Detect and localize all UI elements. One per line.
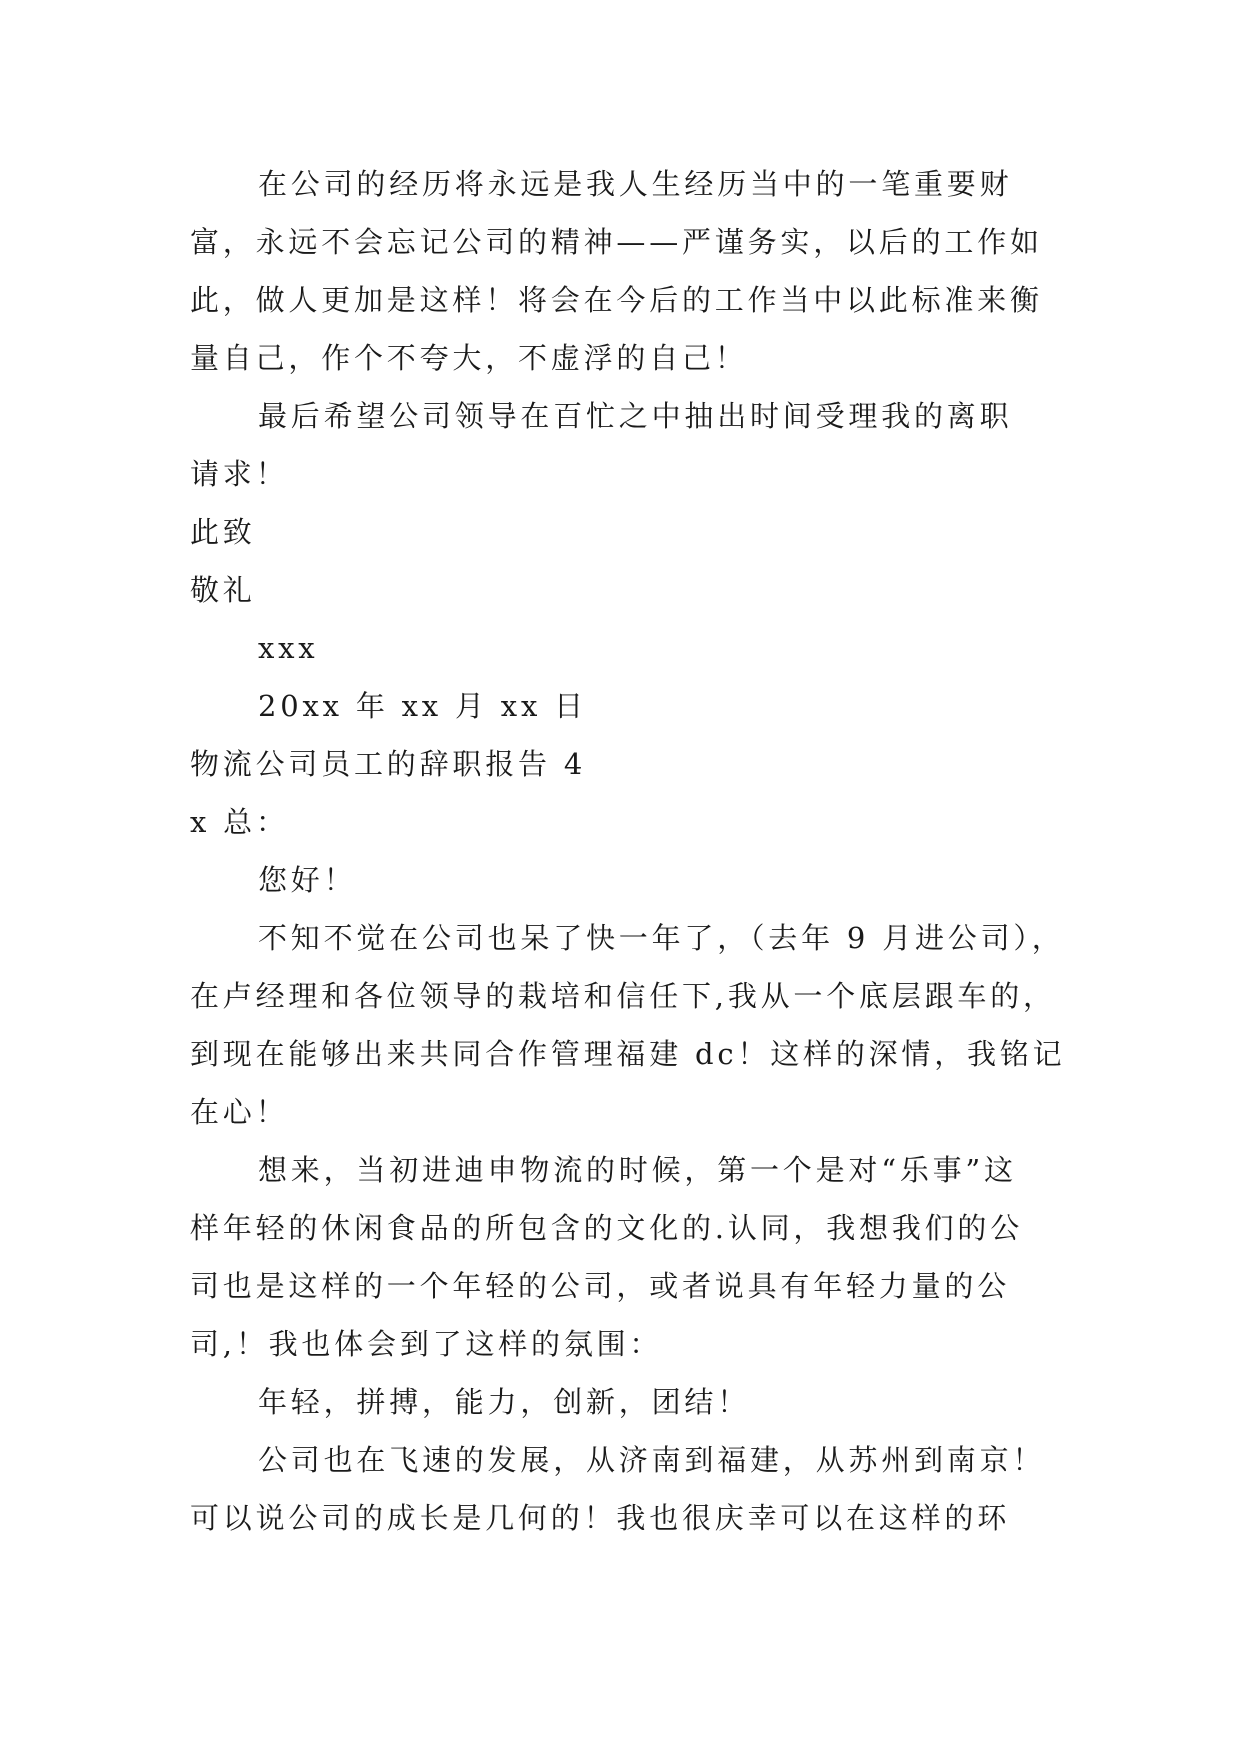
paragraph-line: 年轻，拼搏，能力，创新，团结！ [258,1385,751,1419]
greeting-line: 您好！ [258,863,357,897]
paragraph-line: 富，永远不会忘记公司的精神——严谨务实，以后的工作如 [190,225,1043,259]
paragraph-line: 最后希望公司领导在百忙之中抽出时间受理我的离职 [258,399,1013,433]
section-title: 物流公司员工的辞职报告 4 [190,747,587,781]
paragraph-line: 量自己，作个不夸大，不虚浮的自己！ [190,341,748,375]
paragraph-line: 不知不觉在公司也呆了快一年了，（去年 9 月进公司）， [258,921,1065,955]
paragraph-line: 在卢经理和各位领导的栽培和信任下,我从一个底层跟车的， [190,979,1056,1013]
signature-date: 20xx 年 xx 月 xx 日 [258,689,587,723]
paragraph-line: 司也是这样的一个年轻的公司，或者说具有年轻力量的公 [190,1269,1011,1303]
signature-name: xxx [258,631,319,665]
paragraph-line: 在公司的经历将永远是我人生经历当中的一笔重要财 [258,167,1013,201]
paragraph-line: 到现在能够出来共同合作管理福建 dc！这样的深情，我铭记 [190,1037,1066,1071]
letter-addressee: x 总： [190,805,289,839]
paragraph-line: 在心！ [190,1095,289,1129]
paragraph-line: 请求！ [190,457,289,491]
paragraph-line: 想来，当初进迪申物流的时候，第一个是对“乐事”这 [258,1153,1017,1187]
paragraph-line: 公司也在飞速的发展，从济南到福建，从苏州到南京！ [258,1443,1046,1477]
salutation-line: 敬礼 [190,573,256,607]
paragraph-line: 可以说公司的成长是几何的！我也很庆幸可以在这样的环 [190,1501,1011,1535]
paragraph-line: 司,！我也体会到了这样的氛围： [190,1327,663,1361]
paragraph-line: 此，做人更加是这样！将会在今后的工作当中以此标准来衡 [190,283,1043,317]
paragraph-line: 样年轻的休闲食品的所包含的文化的.认同，我想我们的公 [190,1211,1024,1245]
salutation-line: 此致 [190,515,256,549]
